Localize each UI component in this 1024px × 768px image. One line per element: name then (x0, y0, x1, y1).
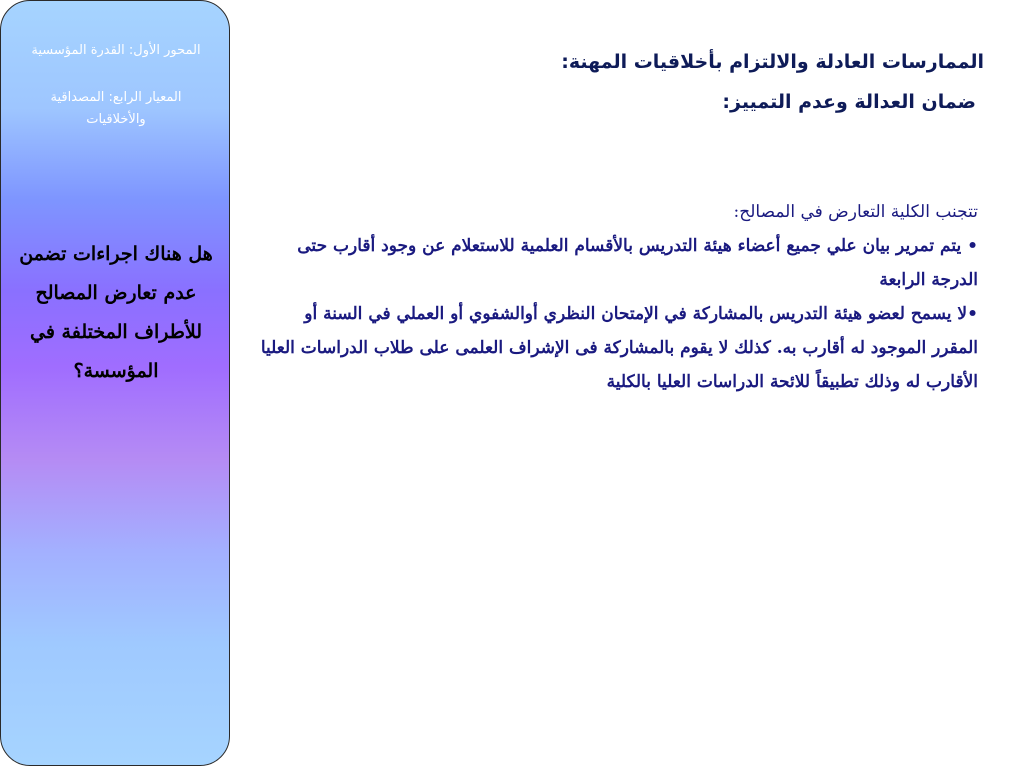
standard-label: المعيار الرابع: المصداقية والأخلاقيات (50, 90, 182, 127)
question-text: هل هناك اجراءات تضمن عدم تعارض المصالح للأطراف المختلفة في المؤسسة؟ (19, 243, 213, 382)
bullet-item-2: •لا يسمح لعضو هيئة التدريس بالمشاركة في الإمتحان النظري أوالشفوي أو العملي في السنة أو المقرر الموجود له أقارب به. كذلك لا يقوم بالمشاركة فى الإشراف العلمى على طلاب الدراسات العليا الأقارب له وذلك تطبيقاً للائحة الدراسات العليا بالكلية (260, 304, 978, 392)
main-body (256, 195, 978, 399)
intro-text: تتجنب الكلية التعارض في المصالح: (733, 202, 978, 222)
bullet-item-1: • يتم تمرير بيان علي جميع أعضاء هيئة التدريس بالأقسام العلمية للاستعلام عن وجود أقارب حتى الدرجة الرابعة (297, 236, 978, 290)
side-panel (0, 0, 230, 766)
main-heading (304, 42, 984, 122)
axis-label: المحور الأول: القدرة المؤسسية (31, 43, 201, 58)
heading-line-2: ضمان العدالة وعدم التمييز: (722, 91, 976, 113)
heading-line-1: الممارسات العادلة والالتزام بأخلاقيات المهنة: (561, 51, 984, 73)
